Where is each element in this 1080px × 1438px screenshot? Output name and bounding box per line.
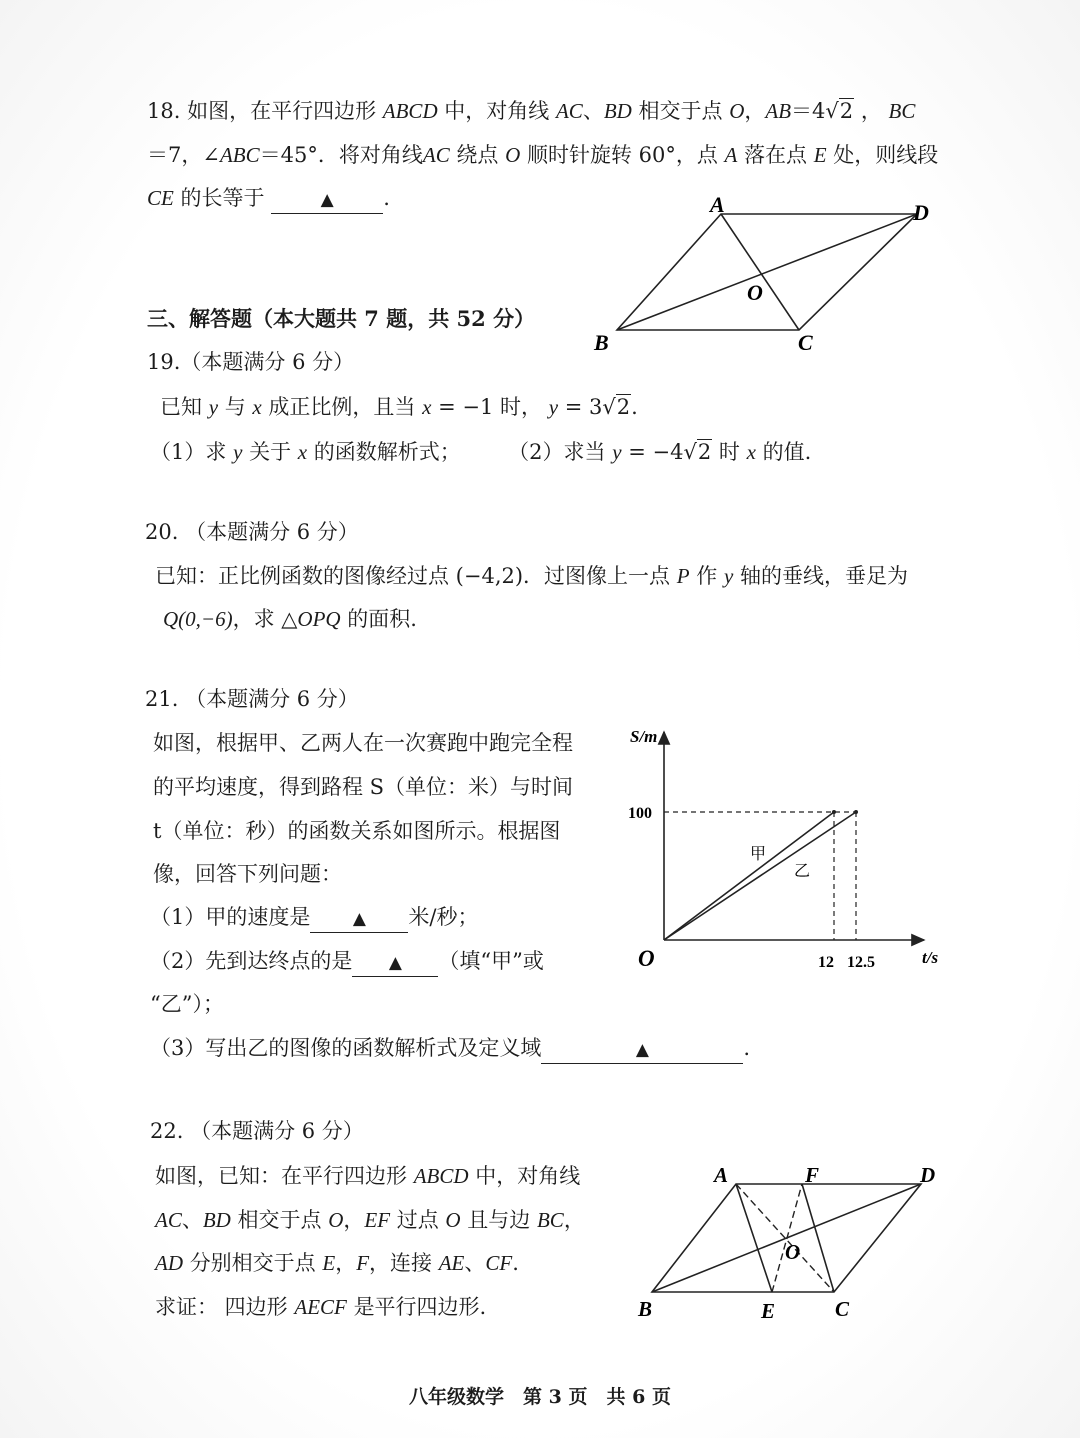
q21-head: 21. （本题满分 6 分） (145, 687, 359, 711)
q21-part-2 (150, 946, 544, 977)
math: AD (155, 1251, 183, 1275)
math: O (328, 1208, 344, 1232)
text: 成正比例，且当 (268, 395, 416, 419)
q19-line-1 (160, 392, 638, 422)
q21-part-3 (150, 1033, 750, 1064)
q19-head: 19.（本题满分 6 分） (147, 350, 355, 374)
math: AE (438, 1251, 465, 1275)
label-e: E (761, 1299, 776, 1323)
text: ， (343, 1208, 365, 1232)
label-c: C (798, 330, 813, 355)
math: ABCD (382, 99, 438, 123)
math: BC (888, 99, 916, 123)
math: x (746, 440, 756, 464)
math: x (297, 440, 308, 464)
text: = −1 时， (438, 395, 543, 419)
segment-ef (772, 1184, 802, 1292)
math: ＝4 (791, 99, 826, 123)
segment-ae (736, 1184, 772, 1292)
text: （2）先到达终点的是 (150, 949, 353, 973)
math: Q(0,−6) (163, 607, 233, 631)
text: ＝45°．将对角线 (259, 143, 423, 167)
triangle-mark: ▲ (352, 909, 366, 929)
math: AC (555, 99, 583, 123)
q21-line-1: 如图，根据甲、乙两人在一次赛跑中跑完全程 (153, 731, 573, 755)
text: 已知：正比例函数的图像经过点 (−4,2)．过图像上一点 (155, 564, 671, 588)
label-b: B (594, 330, 609, 355)
text: . (743, 1036, 751, 1060)
math: OPQ (297, 607, 341, 631)
text: 如图，已知：在平行四边形 (155, 1164, 407, 1188)
text: . (631, 395, 638, 419)
text: 已知 (160, 395, 202, 419)
math: BD (202, 1208, 231, 1232)
triangle-mark: ▲ (635, 1040, 649, 1060)
label-o: O (747, 280, 763, 305)
label-c: C (835, 1297, 850, 1321)
math: E (813, 143, 827, 167)
math: AECF (294, 1295, 347, 1319)
math: x (252, 395, 262, 419)
text: 如图，在平行四边形 (187, 99, 377, 123)
q22-line-1 (155, 1161, 580, 1191)
text: 、 (582, 99, 604, 123)
q21-part-1 (150, 902, 478, 933)
label-jia: 甲 (750, 846, 767, 863)
text: （1）甲的速度是 (150, 905, 311, 929)
label-o: O (785, 1240, 801, 1264)
answer-blank-1[interactable] (310, 904, 408, 933)
text: 顺时针旋转 60°，点 (526, 143, 718, 167)
q22-line-2 (155, 1205, 585, 1235)
q18-line-1 (147, 96, 915, 126)
text: ， (563, 1208, 585, 1232)
q21-line-2: 的平均速度，得到路程 S（单位：米）与时间 (153, 775, 574, 799)
q18-line-2 (147, 140, 938, 170)
q22-line-4 (155, 1292, 486, 1322)
text: 相交于点 (237, 1208, 322, 1232)
segment-cf (802, 1184, 834, 1292)
text: 、 (464, 1251, 486, 1275)
math: CF (485, 1251, 513, 1275)
math: y (612, 440, 622, 464)
text: 绕点 (456, 143, 499, 167)
x-axis-label: t/s (922, 948, 939, 967)
text: 米/秒； (408, 905, 479, 929)
q21-part-2-cont: “乙”）； (150, 992, 224, 1016)
figure-22-parallelogram (630, 1158, 955, 1333)
text: 且与边 (467, 1208, 531, 1232)
q22-line-3 (155, 1248, 519, 1278)
answer-blank[interactable] (271, 185, 383, 214)
answer-blank-3[interactable] (541, 1035, 743, 1064)
text: （1）求 (150, 440, 227, 464)
sqrt-sign: √ (602, 395, 616, 419)
math: y (208, 395, 219, 419)
label-f: F (805, 1163, 820, 1187)
text: 处，则线段 (833, 143, 939, 167)
math: O (729, 99, 745, 123)
x-tick-12: 12 (818, 954, 834, 971)
origin-label: O (638, 946, 655, 971)
diagonal-ac (721, 214, 799, 330)
text: 的值. (762, 440, 812, 464)
q22-head: 22. （本题满分 6 分） (150, 1119, 364, 1143)
text: ＝7，∠ (147, 143, 220, 167)
q21-line-4: 像，回答下列问题： (153, 862, 342, 886)
text: ， (744, 99, 766, 123)
label-a: A (714, 1163, 729, 1187)
text: 中，对角线 (444, 99, 550, 123)
q18-line-3 (147, 183, 390, 214)
text: = 3 (564, 395, 603, 419)
text: . (383, 186, 390, 210)
sqrt-sign: √ (683, 440, 697, 464)
endpoint-yi (854, 810, 858, 814)
text: （2）求当 (508, 440, 606, 464)
math: O (445, 1208, 461, 1232)
text: ， (335, 1251, 357, 1275)
text: 落在点 (744, 143, 808, 167)
math: BD (603, 99, 632, 123)
math: F (356, 1251, 370, 1275)
math: P (676, 564, 690, 588)
sqrt-arg: 2 (697, 440, 712, 464)
text: 时 (718, 440, 740, 464)
math: AC (155, 1208, 182, 1232)
sqrt-arg: 2 (616, 395, 631, 419)
sqrt-sign: √ (825, 99, 839, 123)
diagonal-bd (617, 214, 917, 330)
text: 的面积. (347, 607, 417, 631)
q20-line-2 (163, 604, 417, 634)
text: ，求 △ (232, 607, 298, 631)
diagonal-ac (736, 1184, 834, 1292)
page-footer: 八年级数学 第 3 页 共 6 页 (409, 1386, 671, 1408)
math: EF (364, 1208, 391, 1232)
math: AC (422, 143, 450, 167)
label-b: B (638, 1297, 653, 1321)
text: 过点 (396, 1208, 439, 1232)
text: 的长等于 (180, 186, 265, 210)
text: = −4 (628, 440, 684, 464)
y-axis-label: S/m (630, 727, 658, 746)
y-tick-100: 100 (628, 805, 652, 822)
text: （填“甲”或 (438, 949, 544, 973)
label-d: D (913, 200, 929, 225)
math: AB (765, 99, 792, 123)
figure-18-parallelogram (580, 190, 960, 360)
figure-21-graph (628, 722, 953, 977)
text: 作 (696, 564, 718, 588)
text: 求证： 四边形 (155, 1295, 288, 1319)
label-a: A (710, 192, 725, 217)
math: ABCD (413, 1164, 469, 1188)
label-d: D (920, 1163, 936, 1187)
q19-line-2 (150, 437, 811, 467)
text: 的函数解析式； (313, 440, 461, 464)
math: y (548, 395, 559, 419)
text: 与 (224, 395, 246, 419)
math: A (724, 143, 738, 167)
text: 中，对角线 (475, 1164, 581, 1188)
text: 相交于点 (638, 99, 723, 123)
q20-line-1 (155, 561, 908, 591)
math: E (322, 1251, 336, 1275)
math: x (422, 395, 432, 419)
question-number: 18. (147, 99, 181, 123)
text: 关于 (249, 440, 292, 464)
text: ，连接 (369, 1251, 433, 1275)
answer-blank-2[interactable] (352, 948, 438, 977)
text: 、 (181, 1208, 203, 1232)
text: （3）写出乙的图像的函数解析式及定义域 (150, 1036, 542, 1060)
text: 是平行四边形. (353, 1295, 487, 1319)
triangle-mark: ▲ (388, 953, 402, 973)
math: CE (147, 186, 174, 210)
text: ， (860, 99, 882, 123)
q20-head: 20. （本题满分 6 分） (145, 520, 359, 544)
q21-line-3: t（单位：秒）的函数关系如图所示。根据图 (153, 819, 561, 843)
math: O (505, 143, 521, 167)
series-yi-line (664, 812, 856, 940)
label-yi: 乙 (794, 863, 811, 880)
section-title: 三、解答题（本大题共 7 题，共 52 分） (147, 306, 536, 331)
sqrt-arg: 2 (839, 99, 854, 123)
math: y (723, 564, 734, 588)
text: 轴的垂线，垂足为 (739, 564, 908, 588)
math: ABC (219, 143, 260, 167)
x-tick-12-5: 12.5 (847, 954, 875, 971)
math: BC (536, 1208, 564, 1232)
text: . (512, 1251, 519, 1275)
endpoint-jia (832, 810, 836, 814)
text: 分别相交于点 (189, 1251, 316, 1275)
math: y (233, 440, 243, 464)
triangle-mark: ▲ (320, 190, 334, 210)
